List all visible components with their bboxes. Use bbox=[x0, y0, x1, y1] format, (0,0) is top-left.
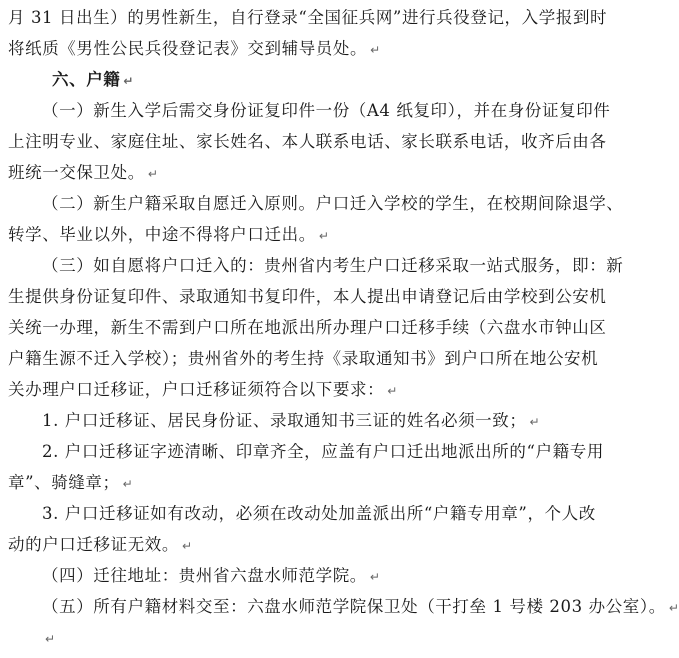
list-item bbox=[8, 405, 594, 436]
paragraph-line bbox=[8, 188, 624, 219]
line-text: 户籍生源不迁入学校）；贵州省外的考生持《录取通知书》到户口所在地公安机 bbox=[8, 349, 599, 368]
line-text: 动的户口迁移证无效。 bbox=[8, 535, 179, 554]
paragraph-line bbox=[8, 529, 594, 560]
document-page bbox=[8, 2, 679, 653]
paragraph-line bbox=[8, 95, 611, 126]
paragraph-mark-icon: ↵ bbox=[45, 632, 56, 646]
paragraph-mark-icon: ↵ bbox=[122, 477, 134, 491]
line-text: （一）新生入学后需交身份证复印件一份（A4 纸复印），并在身份证复印件 bbox=[42, 101, 611, 120]
line-text: 月 31 日出生）的男性新生，自行登录“全国征兵网”进行兵役登记，入学报到时 bbox=[8, 8, 608, 27]
paragraph-line bbox=[8, 126, 607, 157]
list-item bbox=[8, 498, 594, 529]
paragraph-mark-icon: ↵ bbox=[529, 415, 541, 429]
line-text: 关统一办理，新生不需到户口所在地派出所办理户口迁移手续（六盘水市钟山区 bbox=[8, 318, 607, 337]
paragraph-line bbox=[8, 374, 594, 405]
paragraph-line bbox=[8, 281, 607, 312]
paragraph-line bbox=[8, 343, 599, 374]
line-text: （五）所有户籍材料交至：六盘水师范学院保卫处（干打垒 1 号楼 203 办公室）。 bbox=[42, 597, 666, 616]
line-text: 上注明专业、家庭住址、家长姓名、本人联系电话、家长联系电话，收齐后由各 bbox=[8, 132, 607, 151]
paragraph-mark-icon: ↵ bbox=[147, 167, 159, 181]
paragraph-mark-icon: ↵ bbox=[387, 384, 398, 398]
section-heading bbox=[8, 64, 594, 95]
empty-paragraph bbox=[8, 622, 594, 653]
paragraph-line bbox=[8, 467, 594, 498]
line-text: 六、户籍 bbox=[52, 70, 121, 89]
line-text: 班统一交保卫处。 bbox=[8, 163, 145, 182]
line-text: （三）如自愿将户口迁入的：贵州省内考生户口迁移采取一站式服务，即：新 bbox=[42, 256, 624, 275]
line-text: 2. 户口迁移证字迹清晰、印章齐全，应盖有户口迁出地派出所的“户籍专用 bbox=[42, 442, 604, 461]
line-text: 1. 户口迁移证、居民身份证、录取通知书三证的姓名必须一致； bbox=[42, 411, 527, 430]
paragraph-mark-icon: ↵ bbox=[369, 570, 381, 584]
paragraph-line bbox=[8, 33, 594, 64]
line-text: 转学、毕业以外，中途不得将户口迁出。 bbox=[8, 225, 316, 244]
paragraph-line bbox=[8, 250, 624, 281]
paragraph-mark-icon: ↵ bbox=[123, 74, 135, 88]
line-text: （四）迁往地址：贵州省六盘水师范学院。 bbox=[42, 566, 367, 585]
line-text: 生提供身份证复印件、录取通知书复印件，本人提出申请登记后由学校到公安机 bbox=[8, 287, 607, 306]
paragraph-mark-icon: ↵ bbox=[668, 601, 679, 615]
list-item bbox=[8, 436, 604, 467]
paragraph-mark-icon: ↵ bbox=[318, 229, 330, 243]
line-text: 将纸质《男性公民兵役登记表》交到辅导员处。 bbox=[8, 39, 368, 58]
line-text: （二）新生户籍采取自愿迁入原则。户口迁入学校的学生，在校期间除退学、 bbox=[42, 194, 624, 213]
paragraph-mark-icon: ↵ bbox=[182, 539, 193, 553]
line-text: 章”、骑缝章； bbox=[8, 473, 120, 492]
line-text: 关办理户口迁移证，户口迁移证须符合以下要求： bbox=[8, 380, 385, 399]
paragraph-line bbox=[8, 219, 594, 250]
paragraph-line bbox=[8, 560, 594, 591]
line-text: 3. 户口迁移证如有改动，必须在改动处加盖派出所“户籍专用章”，个人改 bbox=[42, 504, 596, 523]
paragraph-line bbox=[8, 591, 679, 622]
paragraph-line bbox=[8, 2, 608, 33]
paragraph-line bbox=[8, 157, 594, 188]
paragraph-mark-icon: ↵ bbox=[370, 43, 381, 57]
paragraph-line bbox=[8, 312, 607, 343]
